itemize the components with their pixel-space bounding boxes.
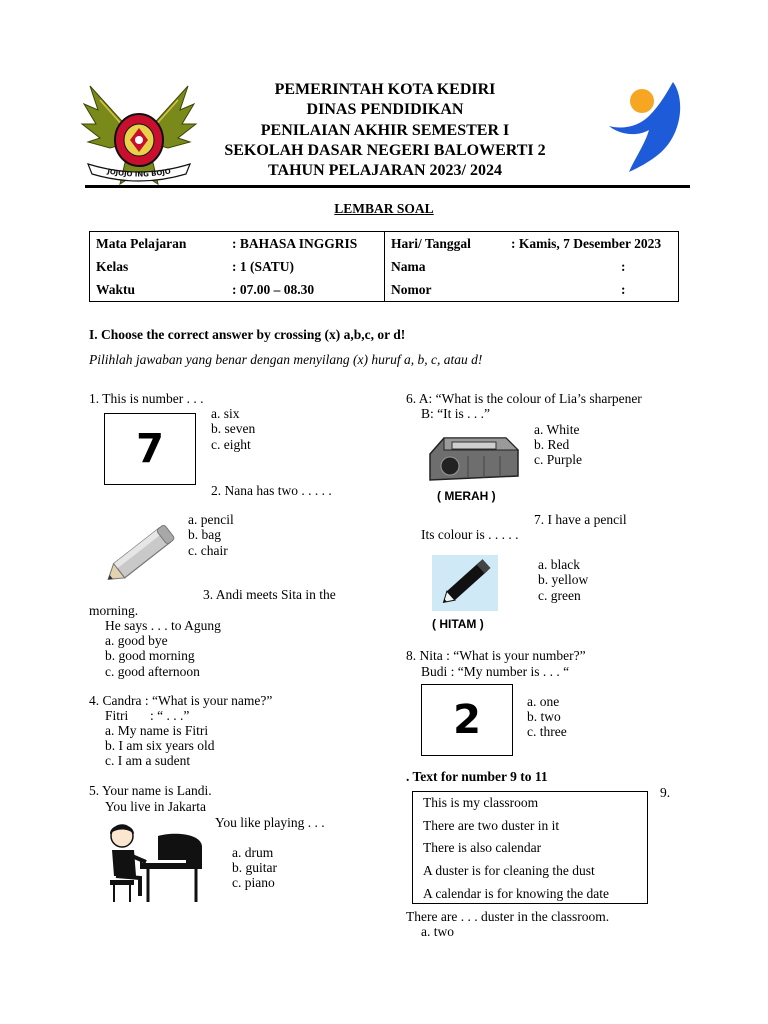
q1-number-box	[104, 413, 196, 485]
q2-option-a[interactable]: a. pencil	[188, 512, 234, 527]
q8-option-c[interactable]: c. three	[527, 724, 567, 739]
q1-option-a[interactable]: a. six	[211, 406, 240, 421]
q9-marker: 9.	[660, 785, 671, 800]
q4-speaker: Fitri	[105, 708, 129, 723]
label-kelas: Kelas	[90, 255, 227, 278]
emblem-motto: JOJOJO ING BOJO	[106, 167, 172, 179]
q8-number-box	[421, 684, 513, 756]
q4-option-a[interactable]: a. My name is Fitri	[105, 723, 209, 738]
q1-number: 7	[136, 426, 164, 472]
q1-text: 1. This is number . . .	[89, 391, 204, 406]
label-mata-pelajaran: Mata Pelajaran	[90, 232, 227, 256]
label-nomor: Nomor	[391, 281, 432, 297]
header-line-5: TAHUN PELAJARAN 2023/ 2024	[268, 162, 502, 179]
q4-option-c[interactable]: c. I am a sudent	[105, 753, 191, 768]
reading-text-box	[412, 791, 648, 904]
q8-line-2: Budi : “My number is . . . “	[421, 664, 570, 679]
q3-option-c[interactable]: c. good afternoon	[105, 664, 200, 679]
q6-caption: ( MERAH )	[437, 489, 496, 503]
q5-option-b[interactable]: b. guitar	[232, 860, 277, 875]
q8-line-1: 8. Nita : “What is your number?”	[406, 648, 586, 663]
doc-title: LEMBAR SOAL	[334, 201, 434, 216]
q3-line-1: 3. Andi meets Sita in the	[203, 587, 336, 602]
reading-line-2: There are two duster in it	[423, 818, 560, 833]
value-mata-pelajaran: : BAHASA INGGRIS	[226, 232, 385, 256]
q3-line-2: morning.	[89, 603, 139, 618]
q4-option-b[interactable]: b. I am six years old	[105, 738, 215, 753]
header-divider	[85, 185, 690, 188]
section-title: I. Choose the correct answer by crossing (x) a,b,c, or d!	[89, 327, 406, 342]
q2-option-c[interactable]: c. chair	[188, 543, 228, 558]
q7-option-a[interactable]: a. black	[538, 557, 580, 572]
section-subtitle: Pilihlah jawaban yang benar dengan menyilang (x) huruf a, b, c, atau d!	[89, 352, 483, 367]
q1-option-b[interactable]: b. seven	[211, 421, 256, 436]
q9-text: There are . . . duster in the classroom.	[406, 909, 610, 924]
black-pencil-icon	[432, 555, 498, 611]
q8-option-a[interactable]: a. one	[527, 694, 560, 709]
q5-line-3: You like playing . . .	[215, 815, 325, 830]
q2-option-b[interactable]: b. bag	[188, 527, 221, 542]
q7-caption: ( HITAM )	[432, 617, 484, 631]
q7-option-c[interactable]: c. green	[538, 588, 581, 603]
q7-line-2: Its colour is . . . . .	[421, 527, 519, 542]
label-hari-tanggal: Hari/ Tanggal	[391, 235, 471, 251]
value-waktu: : 07.00 – 08.30	[226, 278, 385, 302]
info-table	[89, 231, 679, 302]
q7-option-b[interactable]: b. yellow	[538, 572, 589, 587]
q2-text: 2. Nana has two . . . . .	[211, 483, 332, 498]
label-waktu: Waktu	[90, 278, 227, 302]
value-nomor: :	[505, 278, 679, 302]
q4-line-1: 4. Candra : “What is your name?”	[89, 693, 273, 708]
label-nama: Nama	[391, 258, 426, 274]
reading-line-3: There is also calendar	[423, 840, 542, 855]
q8-number: 2	[453, 697, 481, 743]
value-hari-tanggal: : Kamis, 7 Desember 2023	[505, 232, 679, 256]
q4-reply: : “ . . .”	[150, 708, 190, 723]
value-nama: :	[505, 255, 679, 278]
pencil-icon	[97, 518, 181, 590]
q6-line-1: 6. A: “What is the colour of Lia’s sharpener	[406, 391, 642, 406]
q7-line-1: 7. I have a pencil	[534, 512, 627, 527]
q5-line-1: 5. Your name is Landi.	[89, 783, 212, 798]
text-section-title: . Text for number 9 to 11	[406, 769, 548, 784]
q6-option-c[interactable]: c. Purple	[534, 452, 582, 467]
header-line-1: PEMERINTAH KOTA KEDIRI	[274, 81, 496, 98]
reading-line-1: This is my classroom	[423, 795, 539, 810]
school-logo	[605, 78, 687, 174]
q5-line-2: You live in Jakarta	[105, 799, 206, 814]
q5-option-a[interactable]: a. drum	[232, 845, 274, 860]
header-line-3: PENILAIAN AKHIR SEMESTER I	[260, 122, 510, 139]
q3-option-b[interactable]: b. good morning	[105, 648, 195, 663]
q6-option-a[interactable]: a. White	[534, 422, 580, 437]
q3-line-3: He says . . . to Agung	[105, 618, 221, 633]
header-line-4: SEKOLAH DASAR NEGERI BALOWERTI 2	[224, 142, 546, 159]
q5-option-c[interactable]: c. piano	[232, 875, 275, 890]
reading-line-4: A duster is for cleaning the dust	[423, 863, 595, 878]
q1-option-c[interactable]: c. eight	[211, 437, 251, 452]
piano-player-icon	[100, 822, 204, 904]
sharpener-icon	[424, 428, 522, 488]
reading-line-5: A calendar is for knowing the date	[423, 886, 609, 901]
q9-option-a[interactable]: a. two	[421, 924, 454, 939]
q6-line-2: B: “It is . . .”	[421, 406, 490, 421]
q6-option-b[interactable]: b. Red	[534, 437, 570, 452]
q8-option-b[interactable]: b. two	[527, 709, 561, 724]
value-kelas: : 1 (SATU)	[226, 255, 385, 278]
q3-option-a[interactable]: a. good bye	[105, 633, 168, 648]
header-line-2: DINAS PENDIDIKAN	[306, 101, 464, 118]
